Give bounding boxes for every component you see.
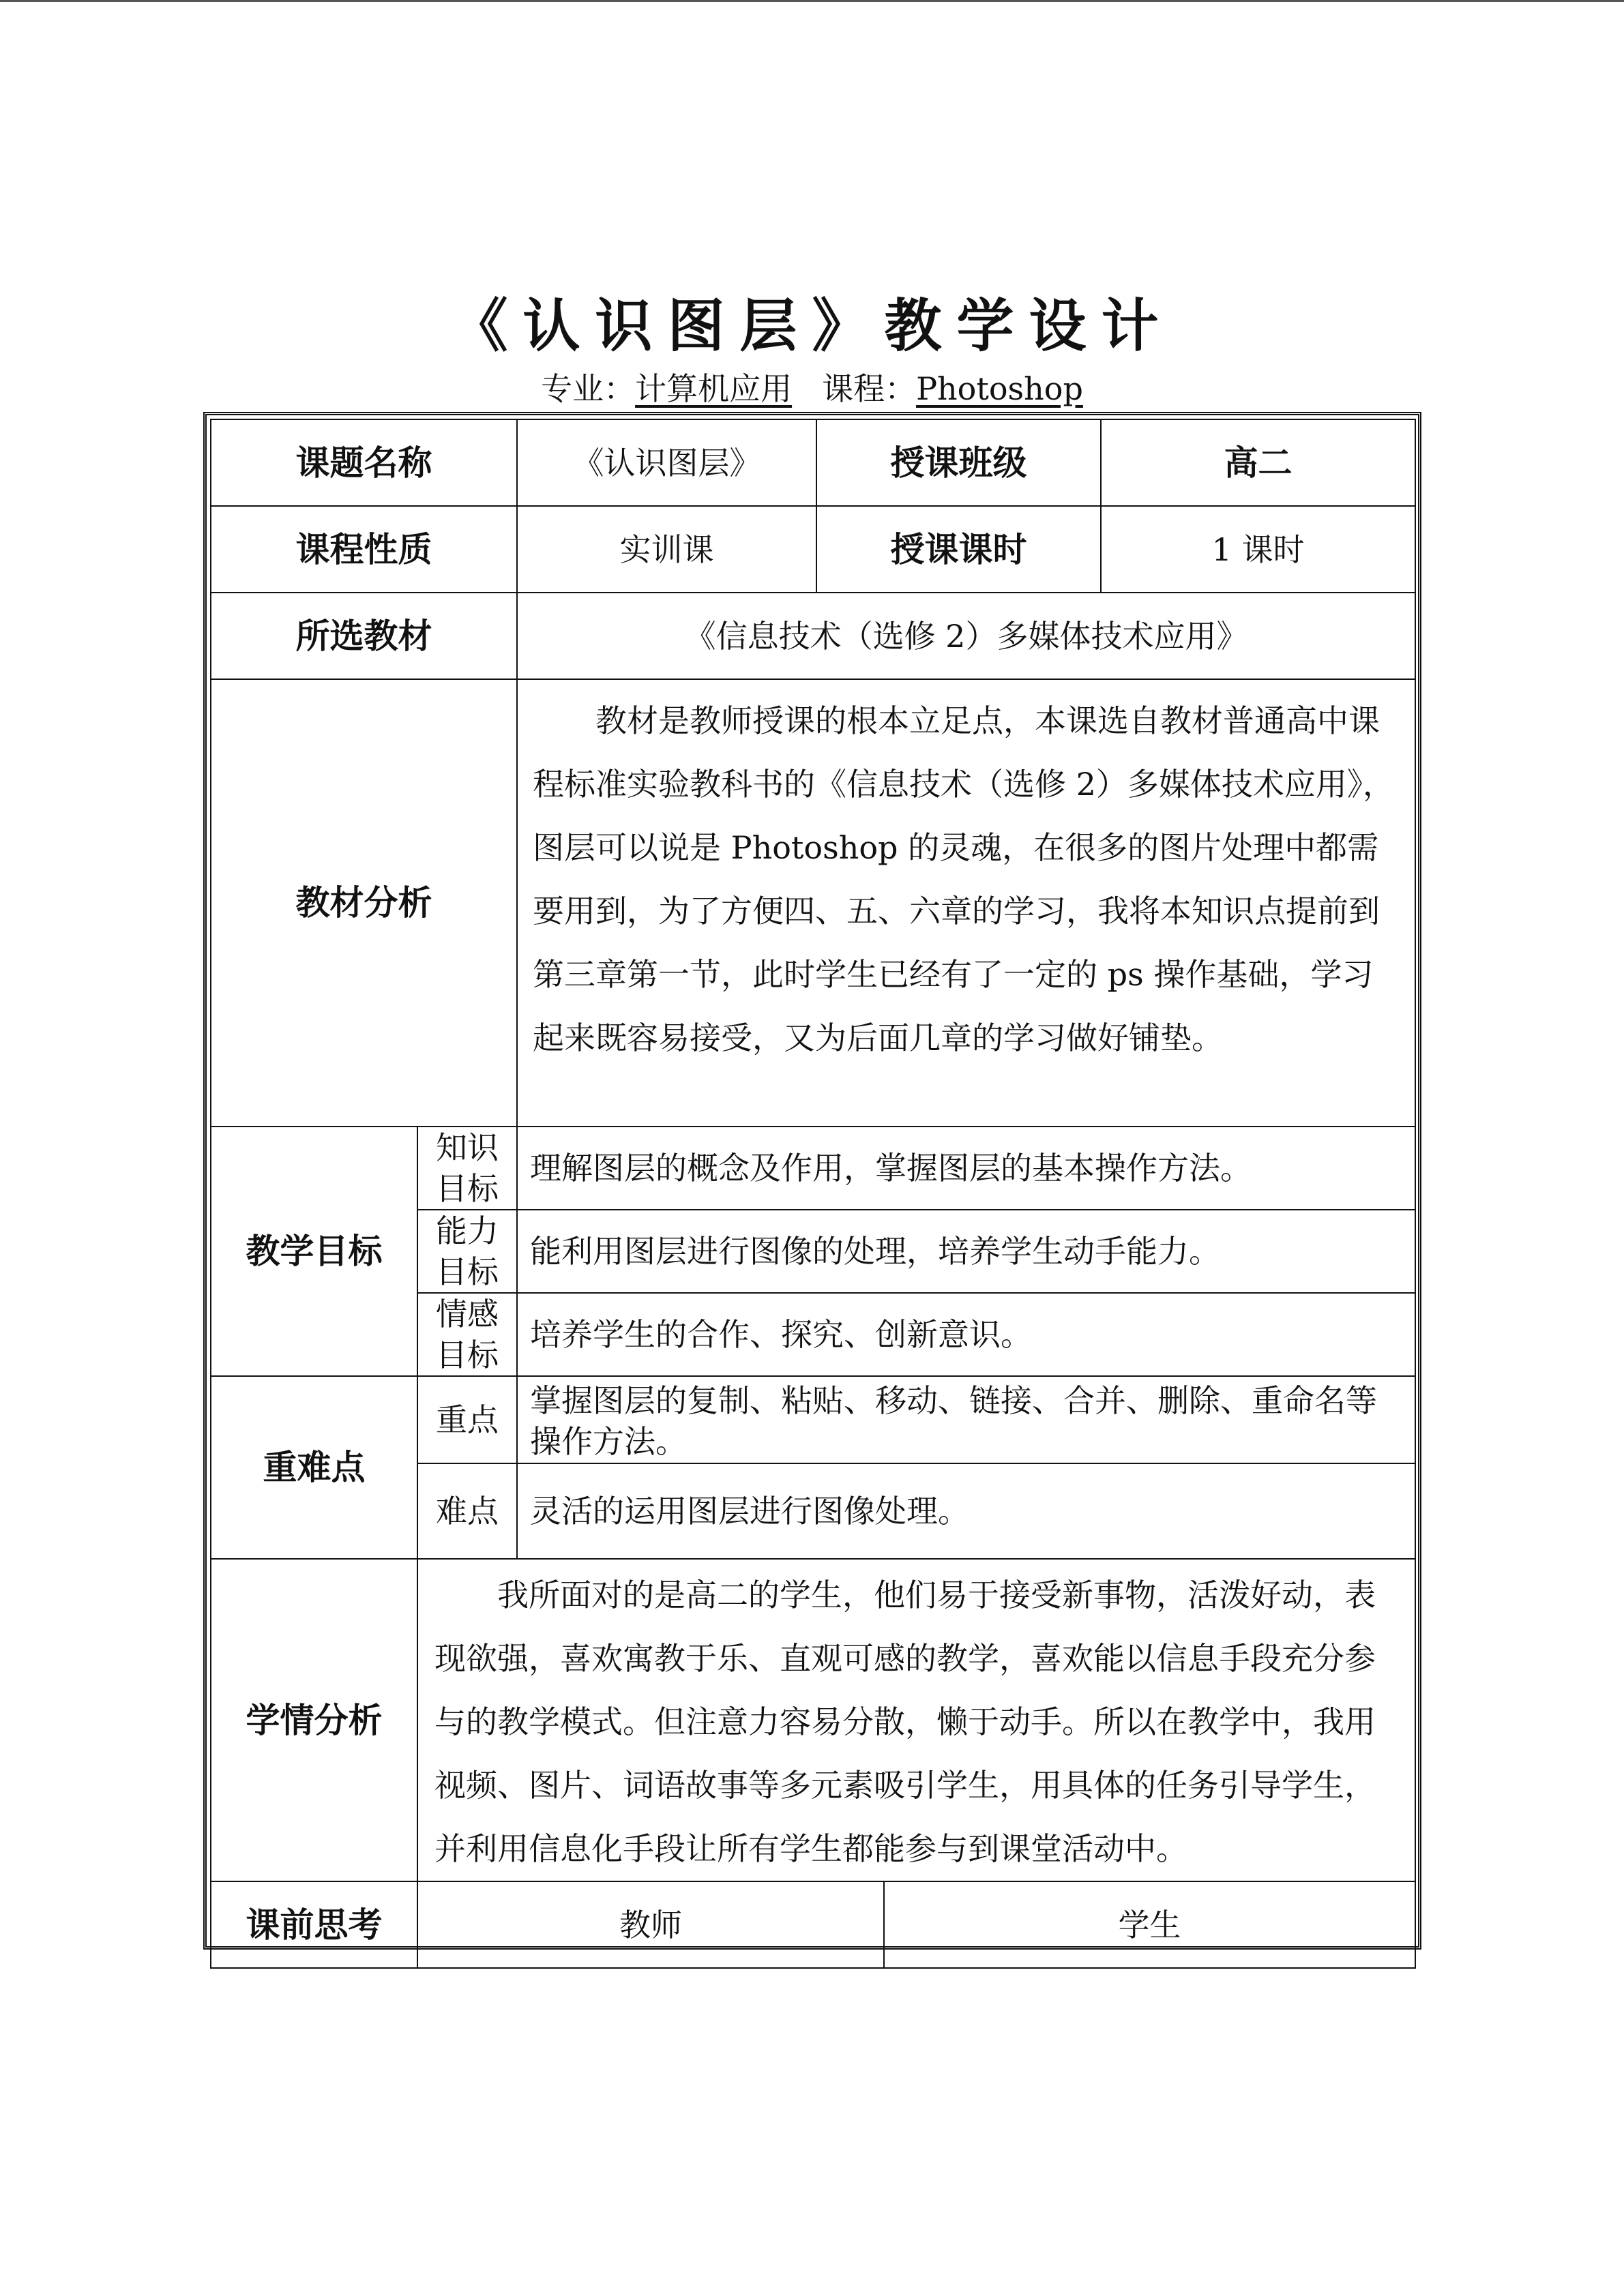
class-label: 授课班级 [816, 419, 1101, 506]
table-row [211, 1127, 1415, 1210]
table-row [211, 506, 1415, 593]
goal-text: 理解图层的概念及作用，掌握图层的基本操作方法。 [517, 1127, 1415, 1210]
students-label: 学情分析 [211, 1559, 417, 1881]
document-title: 《认识图层》教学设计 [450, 292, 1174, 359]
topic-value: 《认识图层》 [517, 419, 816, 506]
table-row [211, 1881, 1415, 1968]
page-top-border [0, 0, 1624, 2]
textbook-value: 《信息技术（选修 2）多媒体技术应用》 [517, 593, 1415, 679]
goal-label: 情感目标 [417, 1293, 517, 1376]
analysis-label: 教材分析 [211, 679, 517, 1127]
topic-label: 课题名称 [211, 419, 517, 506]
type-value: 实训课 [517, 506, 816, 593]
prethink-teacher: 教师 [417, 1881, 884, 1968]
goal-label: 能力目标 [417, 1210, 517, 1293]
major-label: 专业： [541, 370, 636, 407]
prethink-student: 学生 [884, 1881, 1415, 1968]
table-row [211, 679, 1415, 1127]
type-label: 课程性质 [211, 506, 517, 593]
goals-label: 教学目标 [211, 1127, 417, 1376]
table-row [211, 593, 1415, 679]
keypoint-text: 灵活的运用图层进行图像处理。 [517, 1463, 1415, 1559]
table-row [211, 1559, 1415, 1881]
analysis-text: 教材是教师授课的根本立足点，本课选自教材普通高中课程标准实验教科书的《信息技术（选修 2）多媒体技术应用》，图层可以说是 Photoshop 的灵魂，在很多的图片处理中都需要用到，为了方便四、五、六章的学习，我将本知识点提前到第三章第一节，此时学生已经有了一定的 ps 操作基础，学习起来既容易接受，又为后面几章的学习做好铺垫。 [517, 679, 1415, 1127]
course-label: 课程： [822, 370, 917, 407]
keypoints-label: 重难点 [211, 1376, 417, 1559]
major-value: 计算机应用 [635, 370, 793, 407]
document-subtitle [0, 365, 1624, 413]
table-row [211, 1376, 1415, 1463]
goal-text: 能利用图层进行图像的处理，培养学生动手能力。 [517, 1210, 1415, 1293]
hours-label: 授课课时 [816, 506, 1101, 593]
prethink-label: 课前思考 [211, 1881, 417, 1968]
textbook-label: 所选教材 [211, 593, 517, 679]
goal-label: 知识目标 [417, 1127, 517, 1210]
lesson-plan-table [203, 412, 1421, 1950]
keypoint-label: 重点 [417, 1376, 517, 1463]
course-value: Photoshop [916, 370, 1083, 407]
students-text: 我所面对的是高二的学生，他们易于接受新事物，活泼好动，表现欲强，喜欢寓教于乐、直观可感的教学，喜欢能以信息手段充分参与的教学模式。但注意力容易分散，懒于动手。所以在教学中，我用视频、图片、词语故事等多元素吸引学生，用具体的任务引导学生，并利用信息化手段让所有学生都能参与到课堂活动中。 [417, 1559, 1415, 1881]
keypoint-text: 掌握图层的复制、粘贴、移动、链接、合并、删除、重命名等操作方法。 [517, 1376, 1415, 1463]
keypoint-label: 难点 [417, 1463, 517, 1559]
hours-value: 1 课时 [1101, 506, 1415, 593]
class-value: 高二 [1101, 419, 1415, 506]
table-row [211, 419, 1415, 506]
goal-text: 培养学生的合作、探究、创新意识。 [517, 1293, 1415, 1376]
